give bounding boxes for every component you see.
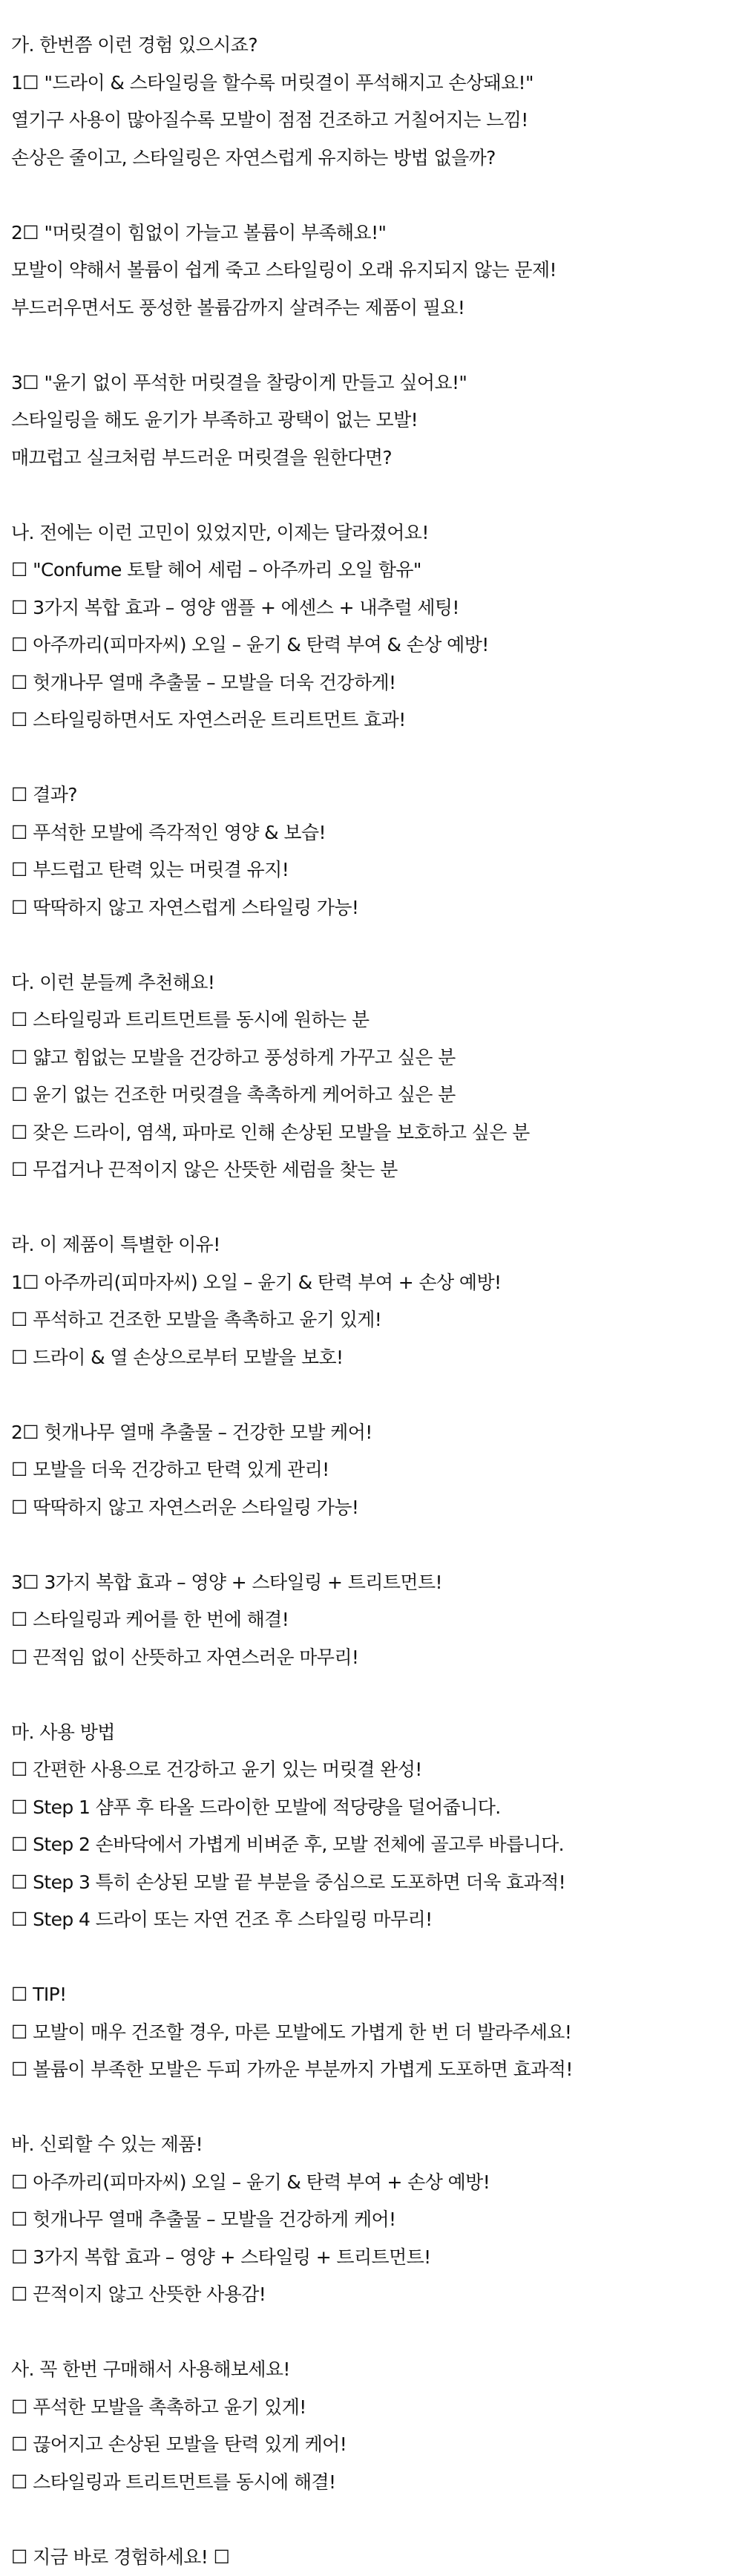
text-line: 스타일링을 해도 윤기가 부족하고 광택이 없는 모발! (11, 402, 742, 439)
text-line: ☐ 딱딱하지 않고 자연스러운 스타일링 가능! (11, 1489, 742, 1527)
text-line: 부드러우면서도 풍성한 볼륨감까지 살려주는 제품이 필요! (11, 290, 742, 327)
text-line: ☐ Step 2 손바닥에서 가볍게 비벼준 후, 모발 전체에 골고루 바릅니다. (11, 1826, 742, 1864)
text-line: ☐ 딱딱하지 않고 자연스럽게 스타일링 가능! (11, 889, 742, 927)
section-gap (11, 926, 742, 964)
text-line: ☐ "Confume 토탈 헤어 세럼 – 아주까리 오일 함유" (11, 552, 742, 589)
text-line: ☐ 얇고 힘없는 모발을 건강하고 풍성하게 가꾸고 싶은 분 (11, 1039, 742, 1077)
text-line: ☐ 볼륨이 부족한 모발은 두피 가까운 부분까지 가볍게 도포하면 효과적! (11, 2051, 742, 2089)
text-line: 1☐ 아주까리(피마자씨) 오일 – 윤기 & 탄력 부여 + 손상 예방! (11, 1264, 742, 1302)
text-line: ☐ 잦은 드라이, 염색, 파마로 인해 손상된 모발을 보호하고 싶은 분 (11, 1114, 742, 1152)
text-line: 1☐ "드라이 & 스타일링을 할수록 머릿결이 푸석해지고 손상돼요!" (11, 65, 742, 102)
section-ga (11, 27, 742, 477)
text-line: ☐ TIP! (11, 1976, 742, 2014)
text-line: ☐ 헛개나무 열매 추출물 – 모발을 건강하게 케어! (11, 2201, 742, 2239)
text-line: ☐ 스타일링과 트리트먼트를 동시에 원하는 분 (11, 1001, 742, 1039)
text-line: ☐ Step 4 드라이 또는 자연 건조 후 스타일링 마무리! (11, 1901, 742, 1939)
section-gap (11, 2314, 742, 2352)
text-line: ☐ 끊어지고 손상된 모발을 탄력 있게 케어! (11, 2426, 742, 2464)
blank-line (11, 1526, 742, 1564)
text-line: ☐ 모발을 더욱 건강하고 탄력 있게 관리! (11, 1451, 742, 1489)
section-gap (11, 1676, 742, 1714)
text-line: ☐ 스타일링과 트리트먼트를 동시에 해결! (11, 2464, 742, 2502)
text-line: ☐ 드라이 & 열 손상으로부터 모발을 보호! (11, 1339, 742, 1377)
section-heading: 사. 꼭 한번 구매해서 사용해보세요! (11, 2351, 742, 2389)
text-line: ☐ Step 3 특히 손상된 모발 끝 부분을 중심으로 도포하면 더욱 효과적! (11, 1864, 742, 1902)
text-line: 열기구 사용이 많아질수록 모발이 점점 건조하고 거칠어지는 느낌! (11, 102, 742, 140)
blank-line (11, 1376, 742, 1414)
text-line: ☐ 지금 바로 경험하세요! ☐ (11, 2539, 742, 2576)
text-line: ☐ 푸석하고 건조한 모발을 촉촉하고 윤기 있게! (11, 1301, 742, 1339)
blank-line (11, 2501, 742, 2539)
text-line: ☐ 끈적임 없이 산뜻하고 자연스러운 마무리! (11, 1639, 742, 1677)
section-heading: 바. 신뢰할 수 있는 제품! (11, 2126, 742, 2164)
section-sa (11, 2351, 742, 2576)
section-heading: 라. 이 제품이 특별한 이유! (11, 1226, 742, 1264)
text-line: ☐ 헛개나무 열매 추출물 – 모발을 더욱 건강하게! (11, 664, 742, 702)
text-line: 3☐ "윤기 없이 푸석한 머릿결을 찰랑이게 만들고 싶어요!" (11, 365, 742, 402)
blank-line (11, 327, 742, 365)
text-line: ☐ 아주까리(피마자씨) 오일 – 윤기 & 탄력 부여 & 손상 예방! (11, 627, 742, 664)
text-line: ☐ 스타일링하면서도 자연스러운 트리트먼트 효과! (11, 702, 742, 739)
text-line: ☐ 푸석한 모발을 촉촉하고 윤기 있게! (11, 2389, 742, 2427)
section-heading: 나. 전에는 이런 고민이 있었지만, 이제는 달라졌어요! (11, 514, 742, 552)
text-line: 모발이 약해서 볼륨이 쉽게 죽고 스타일링이 오래 유지되지 않는 문제! (11, 252, 742, 290)
section-ra (11, 1226, 742, 1676)
text-line: 2☐ "머릿결이 힘없이 가늘고 볼륨이 부족해요!" (11, 215, 742, 252)
text-line: 매끄럽고 실크처럼 부드러운 머릿결을 원한다면? (11, 439, 742, 477)
text-line: 손상은 줄이고, 스타일링은 자연스럽게 유지하는 방법 없을까? (11, 140, 742, 177)
text-line: ☐ 결과? (11, 777, 742, 814)
section-gap (11, 477, 742, 514)
section-heading: 다. 이런 분들께 추천해요! (11, 964, 742, 1002)
text-line: 3☐ 3가지 복합 효과 – 영양 + 스타일링 + 트리트먼트! (11, 1564, 742, 1602)
section-na (11, 514, 742, 927)
blank-line (11, 1939, 742, 1977)
text-line: ☐ 스타일링과 케어를 한 번에 해결! (11, 1601, 742, 1639)
section-gap (11, 1189, 742, 1227)
text-line: ☐ 3가지 복합 효과 – 영양 + 스타일링 + 트리트먼트! (11, 2239, 742, 2277)
text-line: ☐ Step 1 샴푸 후 타올 드라이한 모발에 적당량을 덜어줍니다. (11, 1789, 742, 1827)
section-heading: 가. 한번쯤 이런 경험 있으시죠? (11, 27, 742, 65)
section-gap (11, 2089, 742, 2127)
text-line: ☐ 무겁거나 끈적이지 않은 산뜻한 세럼을 찾는 분 (11, 1151, 742, 1189)
text-line: ☐ 아주까리(피마자씨) 오일 – 윤기 & 탄력 부여 + 손상 예방! (11, 2164, 742, 2202)
section-ba (11, 2126, 742, 2314)
text-line: ☐ 끈적이지 않고 산뜻한 사용감! (11, 2276, 742, 2314)
text-line: ☐ 간편한 사용으로 건강하고 윤기 있는 머릿결 완성! (11, 1751, 742, 1789)
section-da (11, 964, 742, 1189)
blank-line (11, 177, 742, 215)
text-line: 2☐ 헛개나무 열매 추출물 – 건강한 모발 케어! (11, 1414, 742, 1452)
section-ma (11, 1714, 742, 2089)
text-line: ☐ 모발이 매우 건조할 경우, 마른 모발에도 가볍게 한 번 더 발라주세요! (11, 2014, 742, 2052)
section-heading: 마. 사용 방법 (11, 1714, 742, 1752)
text-line: ☐ 푸석한 모발에 즉각적인 영양 & 보습! (11, 814, 742, 852)
text-line: ☐ 부드럽고 탄력 있는 머릿결 유지! (11, 851, 742, 889)
text-line: ☐ 윤기 없는 건조한 머릿결을 촉촉하게 케어하고 싶은 분 (11, 1076, 742, 1114)
blank-line (11, 739, 742, 777)
text-line: ☐ 3가지 복합 효과 – 영양 앰플 + 에센스 + 내추럴 세팅! (11, 589, 742, 627)
